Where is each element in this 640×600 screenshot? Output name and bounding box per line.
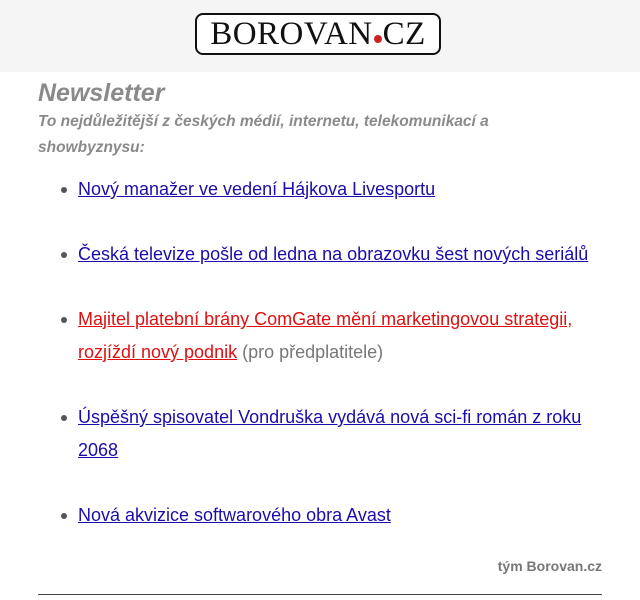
bullet-icon xyxy=(61,187,67,193)
list-item xyxy=(38,401,602,467)
bullet-icon xyxy=(61,415,67,421)
bullet-icon xyxy=(61,513,67,519)
article-list xyxy=(38,173,602,532)
site-logo[interactable] xyxy=(195,13,441,55)
article-link[interactable]: Nová akvizice softwarového obra Avast xyxy=(78,505,391,525)
page-header xyxy=(0,0,640,72)
logo-text: BOROVAN xyxy=(210,15,373,52)
newsletter-subtitle: To nejdůležitější z českých médií, internetu, telekomunikací a showbyznysu: xyxy=(38,113,489,156)
list-item xyxy=(38,303,602,369)
article-link[interactable]: Nový manažer ve vedení Hájkova Livesportu xyxy=(78,179,436,199)
bullet-icon xyxy=(61,317,67,323)
article-link[interactable]: Česká televize pošle od ledna na obrazovku šest nových seriálů xyxy=(78,244,589,264)
newsletter-content xyxy=(38,78,602,564)
list-item xyxy=(38,238,602,271)
logo-domain: CZ xyxy=(382,15,426,52)
newsletter-title: Newsletter xyxy=(38,79,165,107)
article-note: (pro předplatitele) xyxy=(237,342,384,362)
logo-dot xyxy=(374,35,382,43)
bullet-icon xyxy=(61,252,67,258)
signature: tým Borovan.cz xyxy=(497,558,602,574)
article-link[interactable]: Úspěšný spisovatel Vondruška vydává nová sci-fi román z roku 2068 xyxy=(78,407,582,460)
footer-divider xyxy=(38,594,602,595)
list-item xyxy=(38,499,602,532)
list-item xyxy=(38,173,602,206)
article-link[interactable]: Majitel platební brány ComGate mění marketingovou strategii, rozjíždí nový podnik xyxy=(78,309,573,362)
